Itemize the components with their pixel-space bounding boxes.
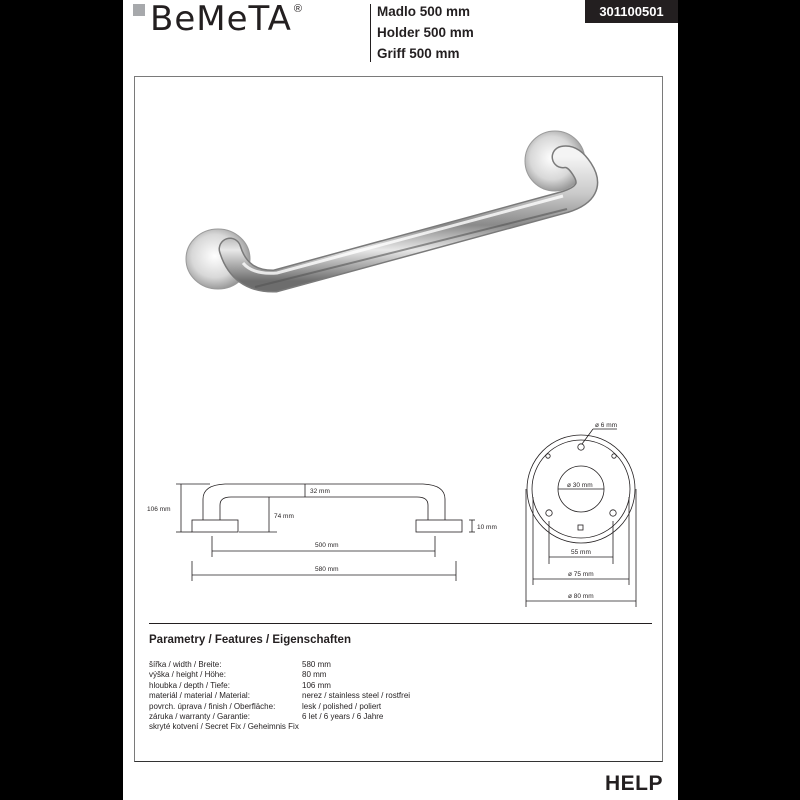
dim-55: 55 mm [571,549,591,556]
features-table [149,660,410,733]
content-frame [134,76,663,762]
dim-screw-hole: ø 6 mm [595,422,618,429]
title-cz: Madlo 500 mm [377,4,471,19]
spec-row-width: šířka / width / Breite: 580 mm [149,660,331,669]
dim-80: ø 80 mm [568,593,594,600]
spec-row-warranty: záruka / warranty / Garantie: 6 let / 6 years / 6 Jahre [149,711,384,721]
dim-106: 106 mm [147,506,171,513]
spec-row-depth: hloubka / depth / Tiefe: 106 mm [149,680,331,690]
dim-580: 580 mm [315,566,339,573]
brand-logo [133,0,302,39]
dim-tube-hole: ø 30 mm [567,482,593,489]
header-divider [370,4,371,62]
dim-10: 10 mm [477,524,497,531]
section-divider [149,623,652,624]
series-name: HELP [604,772,663,795]
dim-500: 500 mm [315,542,339,549]
features-title: Parametry / Features / Eigenschaften [149,634,351,646]
rosette-view-drawing [526,429,636,607]
dim-32: 32 mm [310,488,330,495]
product-titles [377,1,474,64]
dim-74: 74 mm [274,513,294,520]
registered-mark: ® [293,3,302,15]
spec-row-finish: povrch. úprava / finish / Oberfläche: lesk / polished / poliert [149,701,382,711]
brand-name: BeMeTA [150,0,292,39]
spec-row-secret-fix: skryté kotvení / Secret Fix / Geheimnis Fix [149,722,299,732]
title-en: Holder 500 mm [377,25,474,40]
logo-square-icon [133,4,145,16]
title-de: Griff 500 mm [377,46,460,61]
dim-75: ø 75 mm [568,571,594,578]
spec-row-material: materiál / material / Material: nerez / stainless steel / rostfrei [149,691,411,701]
spec-row-height: výška / height / Höhe: 80 mm [149,670,327,680]
product-code-badge: 301100501 [585,0,678,23]
product-sheet-page [123,0,678,800]
